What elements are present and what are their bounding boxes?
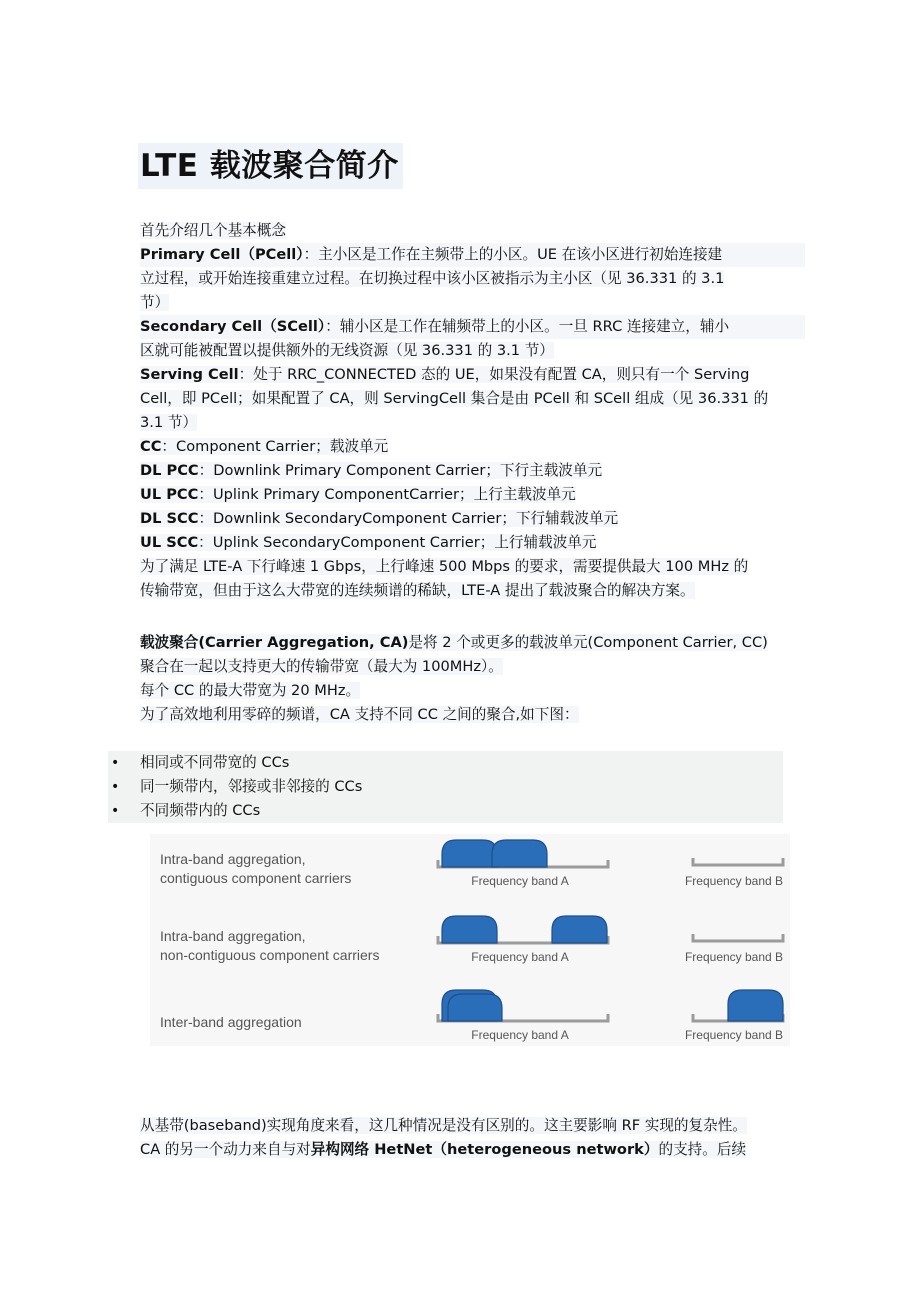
band-b-label: Frequency band B	[684, 950, 784, 964]
pcell-text-1: ：主小区是工作在主频带上的小区。UE 在该小区进行初始连接建	[303, 246, 723, 263]
dl-scc-term: DL SCC	[140, 510, 199, 527]
ca-block	[140, 631, 805, 727]
serving-cell-text-3: 3.1 节）	[140, 414, 198, 431]
dl-pcc-definition	[140, 462, 602, 479]
ca-text-2: 聚合在一起以支持更大的传输带宽（最大为 100MHz）。	[140, 658, 503, 675]
closing-text-1: 从基带(baseband)实现角度来看，这几种情况是没有区别的。这主要影响 RF 实现的复杂性。	[140, 1117, 747, 1134]
ca-term: 载波聚合(Carrier Aggregation, CA)	[140, 634, 409, 651]
bullet-dot-icon: •	[111, 803, 120, 819]
ca-text-1: 是将 2 个或更多的载波单元(Component Carrier, CC)	[408, 634, 768, 651]
component-carrier	[728, 990, 783, 1021]
row2-label-2: non-contiguous component carriers	[160, 947, 380, 963]
dl-scc-definition	[140, 510, 618, 527]
dl-pcc-text: ：Downlink Primary Component Carrier；下行主载波单元	[198, 462, 603, 479]
pcell-text-2: 立过程，或开始连接重建立过程。在切换过程中该小区被指示为主小区（见 36.331 的 3.1	[140, 270, 725, 287]
component-carrier	[552, 916, 607, 943]
hetnet-term: 异构网络 HetNet（heterogeneous network）	[310, 1141, 659, 1158]
closing-text-2	[140, 1141, 746, 1158]
component-carrier	[442, 916, 497, 943]
page-title: LTE 载波聚合简介	[138, 143, 403, 189]
ul-scc-definition	[140, 534, 596, 551]
ul-pcc-term: UL PCC	[140, 486, 199, 503]
scell-text-1: ：辅小区是工作在辅频带上的小区。一旦 RRC 连接建立，辅小	[325, 318, 730, 335]
scell-text-2: 区就可能被配置以提供额外的无线资源（见 36.331 的 3.1 节）	[140, 342, 554, 359]
row3-label-1: Inter-band aggregation	[160, 1014, 302, 1030]
cc-term: CC	[140, 438, 162, 455]
scell-definition	[140, 315, 805, 339]
list-item: • 不同频带内的 CCs	[108, 799, 783, 823]
band-a-label: Frequency band A	[471, 874, 569, 888]
band-b-label: Frequency band B	[684, 874, 784, 888]
closing-text-2c: 的支持。后续	[658, 1141, 747, 1158]
component-carrier	[492, 840, 547, 867]
bullet-list	[108, 751, 783, 823]
row1-label-1: Intra-band aggregation,	[160, 851, 306, 867]
requirement-text-2: 传输带宽，但由于这么大带宽的连续频谱的稀缺，LTE-A 提出了载波聚合的解决方案。	[140, 582, 695, 599]
row1-label-2: contiguous component carriers	[160, 870, 352, 886]
carrier-aggregation-figure	[150, 834, 790, 1046]
dl-pcc-term: DL PCC	[140, 462, 199, 479]
cc-definition	[140, 438, 388, 455]
row2-label-1: Intra-band aggregation,	[160, 928, 306, 944]
pcell-definition	[140, 243, 805, 267]
requirement-text-1: 为了满足 LTE-A 下行峰速 1 Gbps，上行峰速 500 Mbps 的要求，需要提供最大 100 MHz 的	[140, 558, 749, 575]
component-carrier	[442, 840, 497, 867]
ul-pcc-definition	[140, 486, 576, 503]
intro-text: 首先介绍几个基本概念	[140, 222, 286, 239]
ul-scc-term: UL SCC	[140, 534, 199, 551]
ca-definition	[140, 634, 768, 651]
closing-block	[140, 1114, 805, 1162]
ul-scc-text: ：Uplink SecondaryComponent Carrier；上行辅载波单元	[198, 534, 597, 551]
band-a-label: Frequency band A	[471, 950, 569, 964]
serving-cell-text-1: ：处于 RRC_CONNECTED 态的 UE，如果没有配置 CA，则只有一个 Serving	[238, 366, 750, 383]
figure-canvas	[150, 834, 790, 1046]
serving-cell-term: Serving Cell	[140, 366, 239, 383]
cc-text: ：Component Carrier；载波单元	[161, 438, 389, 455]
list-item: • 同一频带内，邻接或非邻接的 CCs	[108, 775, 783, 799]
scell-term: Secondary Cell（SCell）	[140, 318, 326, 335]
ca-text-4: 为了高效地利用零碎的频谱，CA 支持不同 CC 之间的聚合,如下图：	[140, 706, 579, 723]
band-a-label: Frequency band A	[471, 1028, 569, 1042]
list-item: • 相同或不同带宽的 CCs	[108, 751, 783, 775]
bullet-dot-icon: •	[111, 779, 120, 795]
pcell-term: Primary Cell（PCell）	[140, 246, 304, 263]
serving-cell-text-2: Cell，即 PCell；如果配置了 CA，则 ServingCell 集合是由 PCell 和 SCell 组成（见 36.331 的	[140, 390, 769, 407]
serving-cell-definition	[140, 366, 749, 383]
pcell-text-3: 节）	[140, 294, 170, 311]
closing-text-2a: CA 的另一个动力来自与对	[140, 1141, 311, 1158]
bullet-dot-icon: •	[111, 755, 120, 771]
dl-scc-text: ：Downlink SecondaryComponent Carrier；下行辅载波单元	[198, 510, 619, 527]
band-b-label: Frequency band B	[684, 1028, 784, 1042]
component-carrier	[448, 994, 502, 1021]
ul-pcc-text: ：Uplink Primary ComponentCarrier；上行主载波单元	[198, 486, 576, 503]
ca-text-3: 每个 CC 的最大带宽为 20 MHz。	[140, 682, 361, 699]
definitions-block	[140, 219, 805, 603]
